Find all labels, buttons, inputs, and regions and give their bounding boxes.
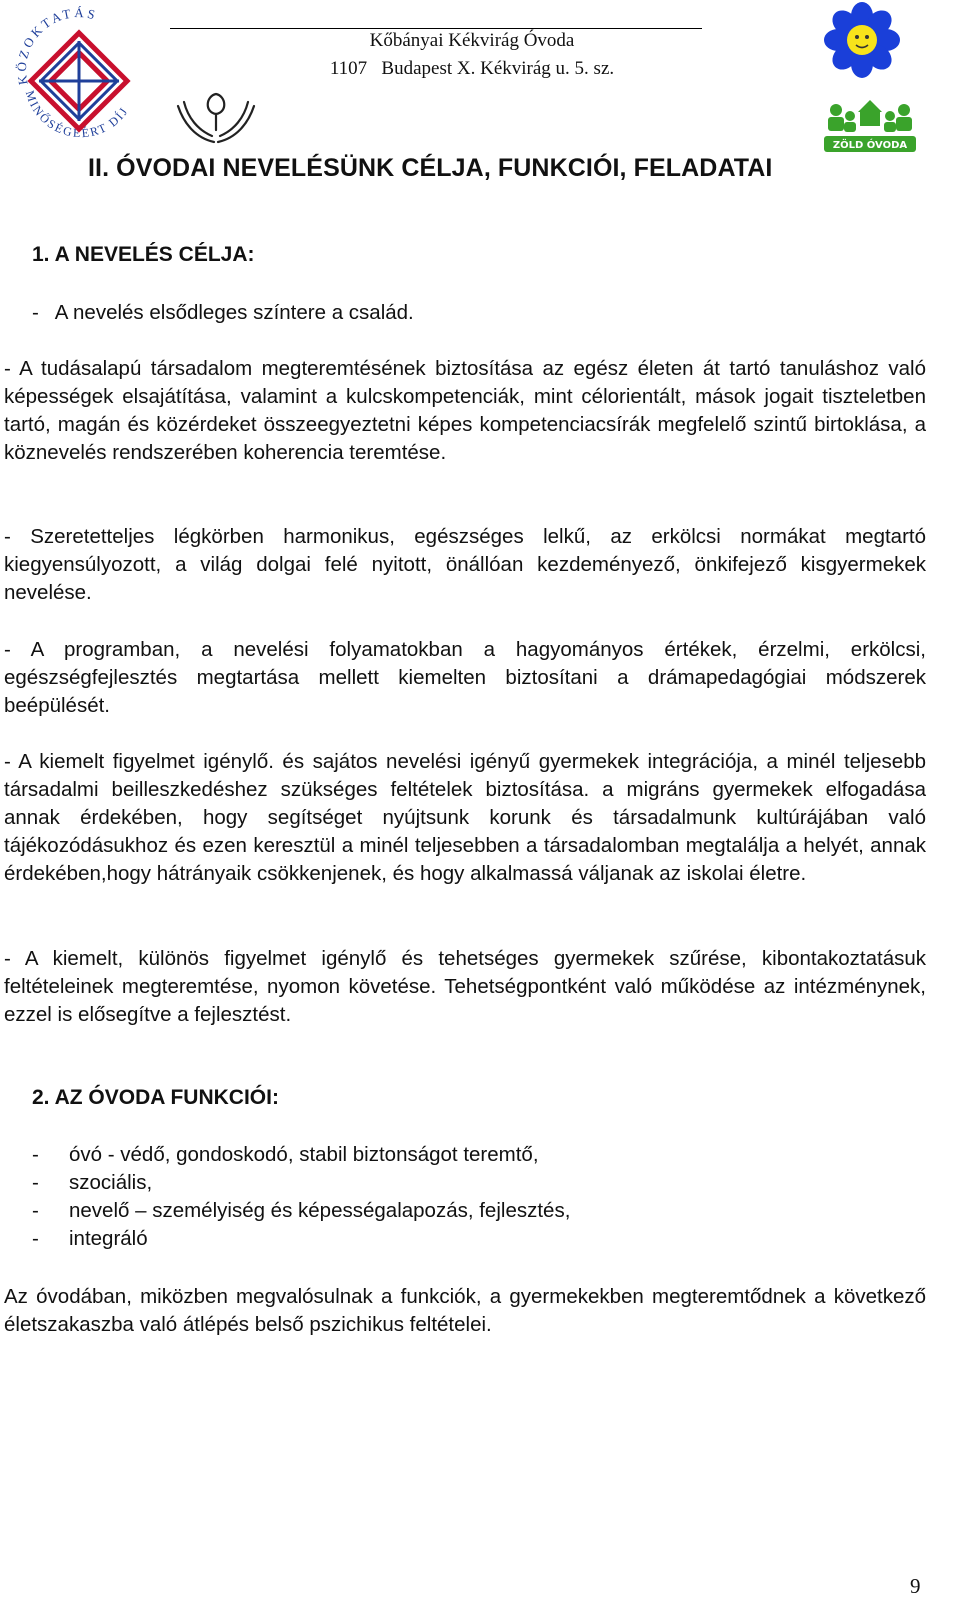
hands-logo [174,84,258,148]
list-dash: - [32,1171,39,1194]
list-item [32,1171,152,1195]
institution-name: Kőbányai Kékvirág Óvoda [369,30,575,51]
list-item-text: nevelő – személyiség és képességalapozás, fejlesztés, [69,1199,571,1222]
green-kindergarten-logo [820,94,920,156]
paragraph-loving-atmosphere [4,523,926,607]
list-dash: - [32,1143,39,1166]
list-item [32,1199,570,1223]
institution-address: 1107 Budapest X. Kékvirág u. 5. sz. [329,58,615,79]
paragraph-text: - A programban, a nevelési folyamatokban a hagyományos értékek, érzelmi, erkölcsi, egészségfejlesztés megtartása mellett kiemelten biztosítani a drámapedagógiai módszerek beépülését. [4,638,926,717]
paragraph-text: - A kiemelt figyelmet igénylő. és sajátos nevelési igényű gyermekek integrációja, a minél teljesebb társadalmi beilleszkedéshez szükséges feltételek biztosítása. a migráns gyermekek elfogadása annak érdekében, hogy segítséget nyújtsunk korunk és társadalmunk kultúrájában való tájékozódásukhoz és ezen keresztül a minél teljesebben a társadalomban megtalálja a helyét, annak érdekében,hogy hátrányaik csökkenjenek, és hogy alkalmassá váljanak az iskolai életre. [4,750,926,885]
list-dash: - [32,1227,39,1250]
page-number: 9 [910,1574,921,1598]
list-dash: - [32,1199,39,1222]
section-2-heading: 2. AZ ÓVODA FUNKCIÓI: [32,1086,279,1109]
svg-text:MINŐSÉGÉÉRT DÍJ: MINŐSÉGÉÉRT DÍJ [22,88,132,141]
list-item [32,1143,539,1167]
paragraph-integration [4,748,926,888]
paragraph-text: - A kiemelt, különös figyelmet igénylő és tehetséges gyermekek szűrése, kibontakoztatásuk feltételeinek megteremtése, nyomon követése. Tehetségpontként való működése az intézménynek, ezzel is elősegítve a fejlesztést. [4,947,926,1026]
list-item-text: integráló [69,1227,148,1250]
svg-text:KÖZOKTATÁS: KÖZOKTATÁS [13,6,100,86]
paragraph-knowledge-society [4,355,926,467]
paragraph-text: - A tudásalapú társadalom megteremtésének biztosítása az egész életen át tartó tanuláshoz való képességek elsajátítása, valamint a kulcskompetenciák, mint célorientált, mások jogait tiszteletben tartó, magán és közérdeket összeegyeztetni képes kompetenciacsírák megfelelő szintű birtoklása, a köznevelés rendszerében koherencia teremtése. [4,357,926,464]
paragraph-text: Az óvodában, miközben megvalósulnak a funkciók, a gyermekekben megteremtődnek a következő életszakaszba való átlépés belső pszichikus feltételei. [4,1285,926,1336]
paragraph-talent [4,945,926,1029]
quality-award-logo [6,6,152,146]
header-rule [170,28,702,29]
page-title: II. ÓVODAI NEVELÉSÜNK CÉLJA, FUNKCIÓI, FELADATAI [88,154,773,182]
section-1-first-item: - A nevelés elsődleges színtere a család. [32,301,414,324]
list-item-text: szociális, [69,1171,153,1194]
section-1-heading: 1. A NEVELÉS CÉLJA: [32,243,255,266]
list-item [32,1227,148,1251]
paragraph-closing [4,1283,926,1339]
flower-logo [810,2,920,82]
paragraph-program-values [4,636,926,720]
svg-text:ZÖLD ÓVODA: ZÖLD ÓVODA [832,140,908,151]
list-item-text: óvó - védő, gondoskodó, stabil biztonságot teremtő, [69,1143,539,1166]
paragraph-text: - Szeretetteljes légkörben harmonikus, egészséges lelkű, az erkölcsi normákat megtartó kiegyensúlyozott, a világ dolgai felé nyitott, önállóan kezdeményező, önkifejező kisgyermekek nevelése. [4,525,926,604]
